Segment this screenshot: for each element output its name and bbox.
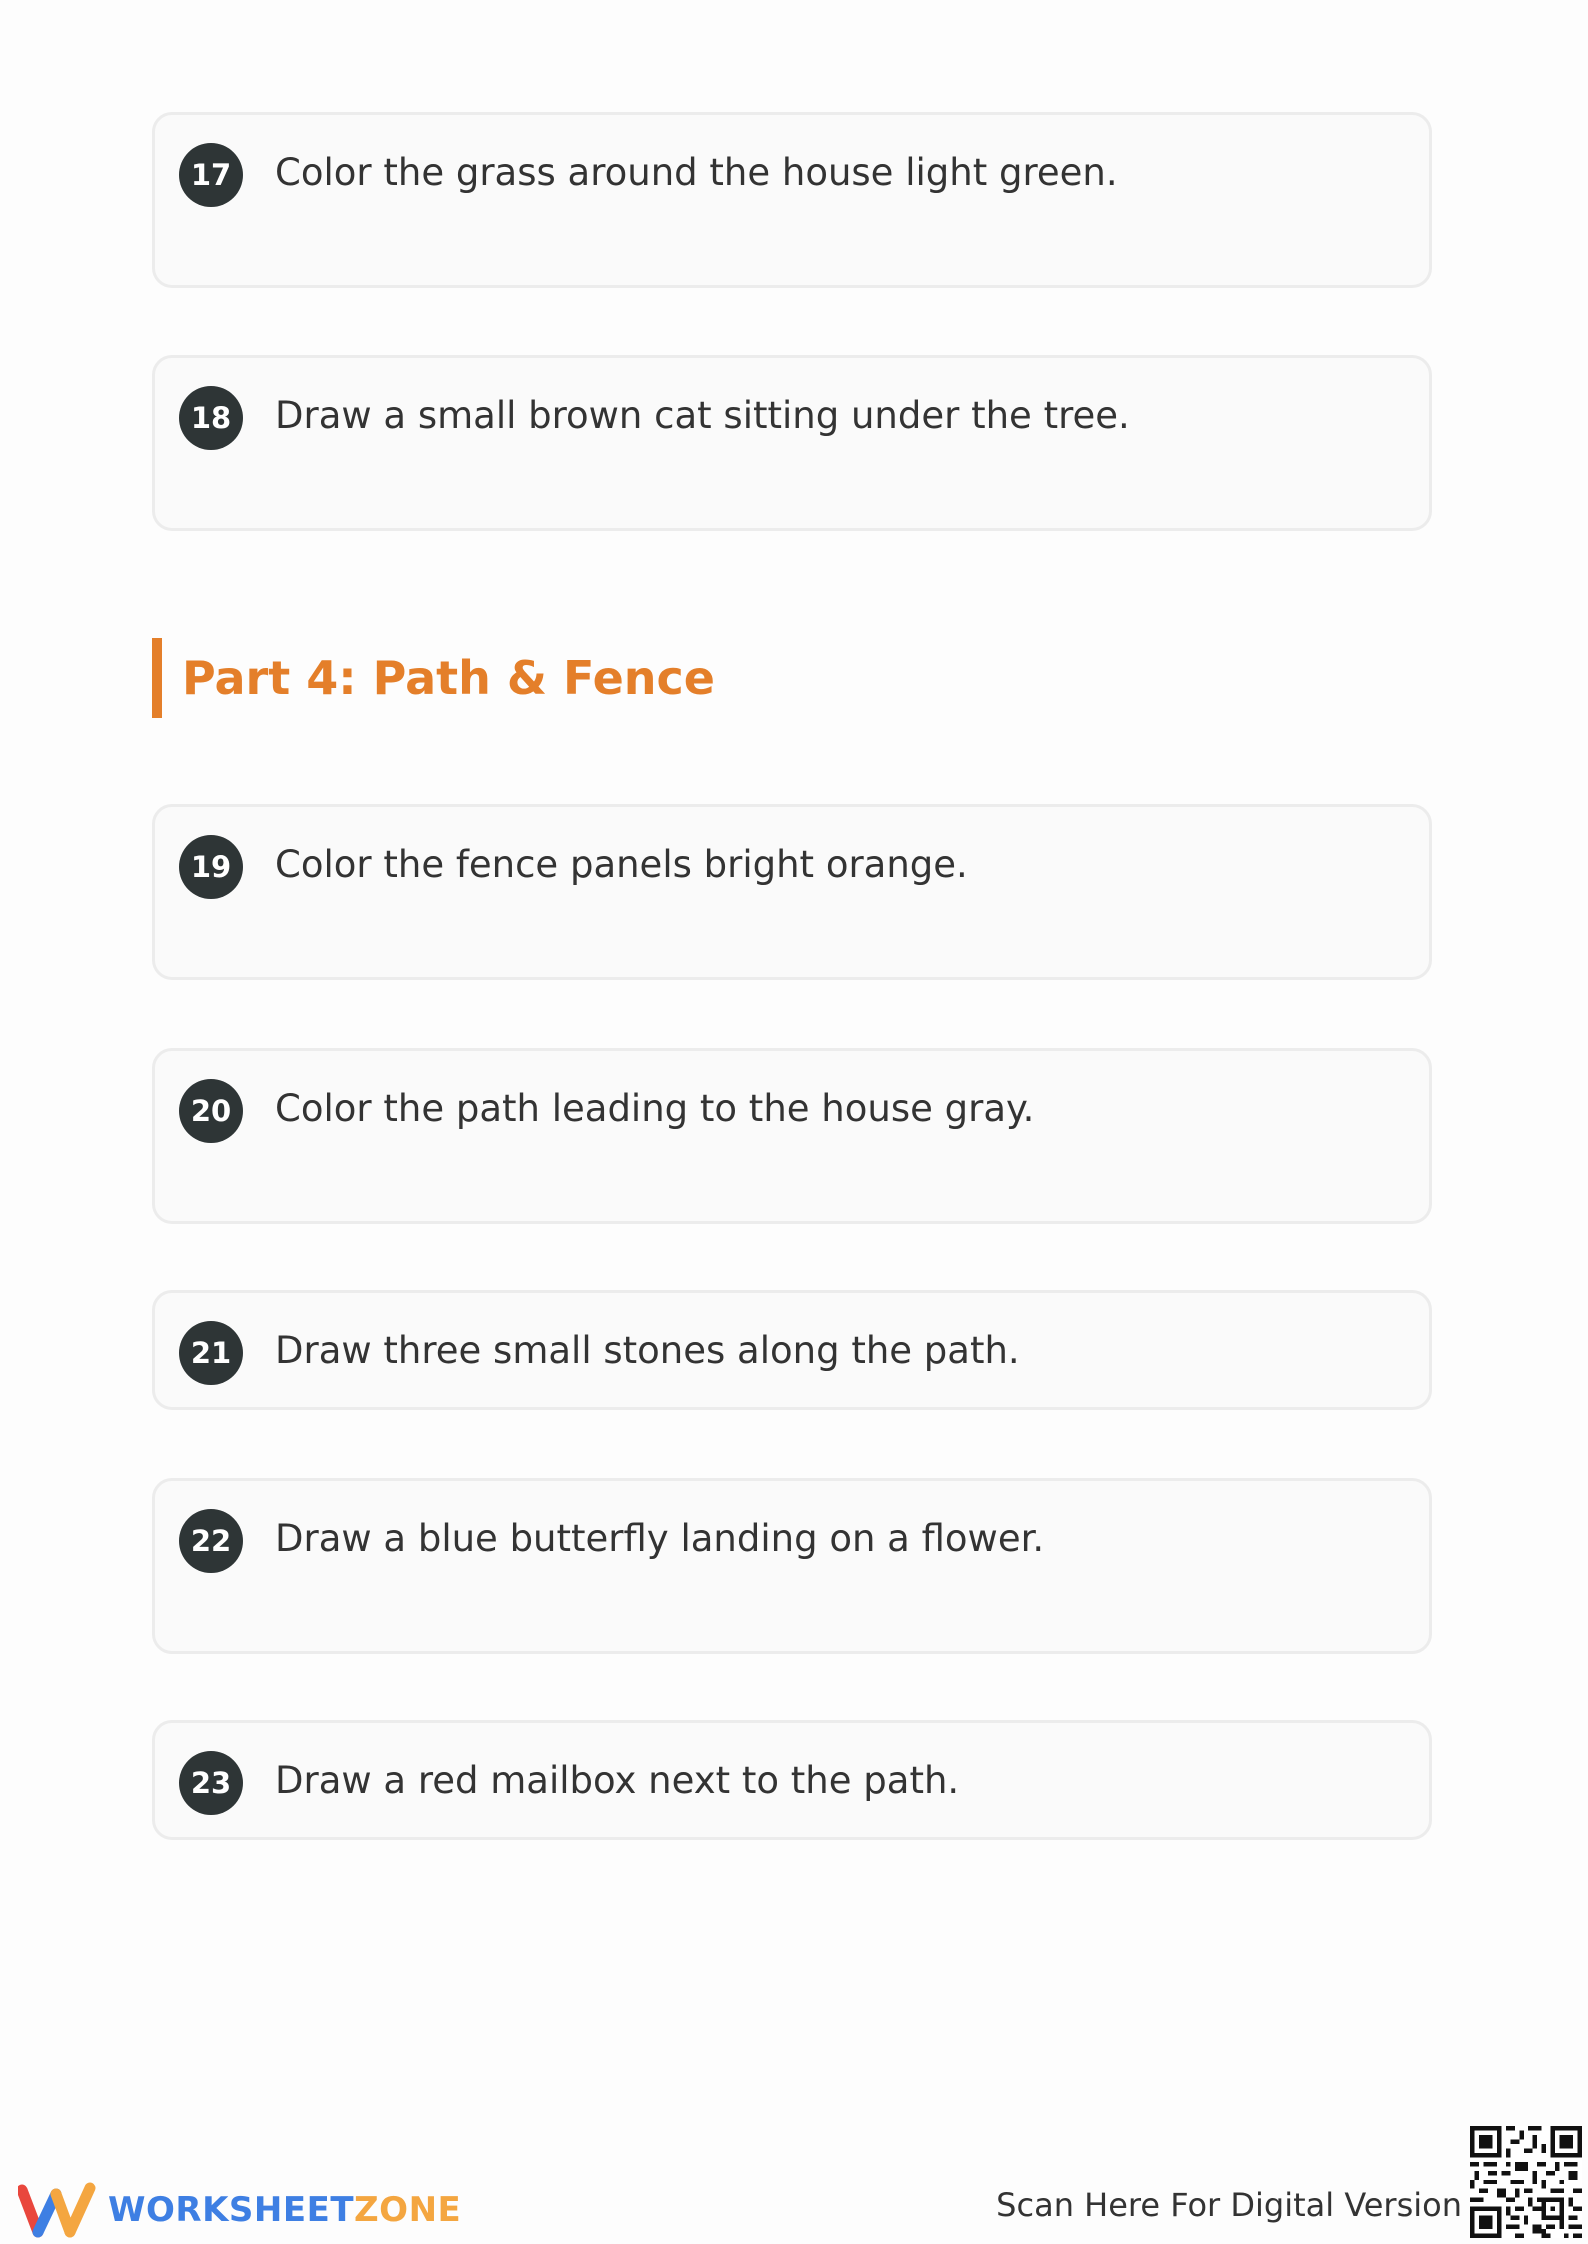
exercise-instruction: Draw three small stones along the path. — [275, 1329, 1020, 1372]
exercise-card-21 — [152, 1290, 1432, 1410]
exercise-card-19 — [152, 804, 1432, 980]
exercise-number-badge: 20 — [179, 1079, 243, 1143]
exercise-instruction: Color the grass around the house light green. — [275, 151, 1118, 194]
exercise-card-23 — [152, 1720, 1432, 1840]
worksheetzone-logo-icon — [18, 2182, 96, 2238]
brand-wordmark-part2: ZONE — [354, 2190, 462, 2230]
footer-brand — [18, 2182, 461, 2238]
exercise-number-badge: 21 — [179, 1321, 243, 1385]
exercise-instruction: Color the path leading to the house gray. — [275, 1087, 1035, 1130]
exercise-card-20 — [152, 1048, 1432, 1224]
exercise-card-18 — [152, 355, 1432, 531]
exercise-instruction: Draw a blue butterfly landing on a flower. — [275, 1517, 1045, 1560]
exercise-number-badge: 18 — [179, 386, 243, 450]
scan-caption: Scan Here For Digital Version — [996, 2186, 1462, 2224]
exercise-instruction: Draw a red mailbox next to the path. — [275, 1759, 960, 1802]
qr-code-icon[interactable] — [1470, 2126, 1582, 2238]
brand-wordmark-part1: WORKSHEET — [108, 2190, 355, 2230]
exercise-number-badge: 22 — [179, 1509, 243, 1573]
section-heading: Part 4: Path & Fence — [152, 638, 715, 718]
exercise-card-17 — [152, 112, 1432, 288]
exercise-instruction: Draw a small brown cat sitting under the tree. — [275, 394, 1130, 437]
exercise-instruction: Color the fence panels bright orange. — [275, 843, 968, 886]
exercise-number-badge: 17 — [179, 143, 243, 207]
exercise-card-22 — [152, 1478, 1432, 1654]
exercise-number-badge: 19 — [179, 835, 243, 899]
exercise-number-badge: 23 — [179, 1751, 243, 1815]
brand-wordmark — [108, 2190, 461, 2230]
